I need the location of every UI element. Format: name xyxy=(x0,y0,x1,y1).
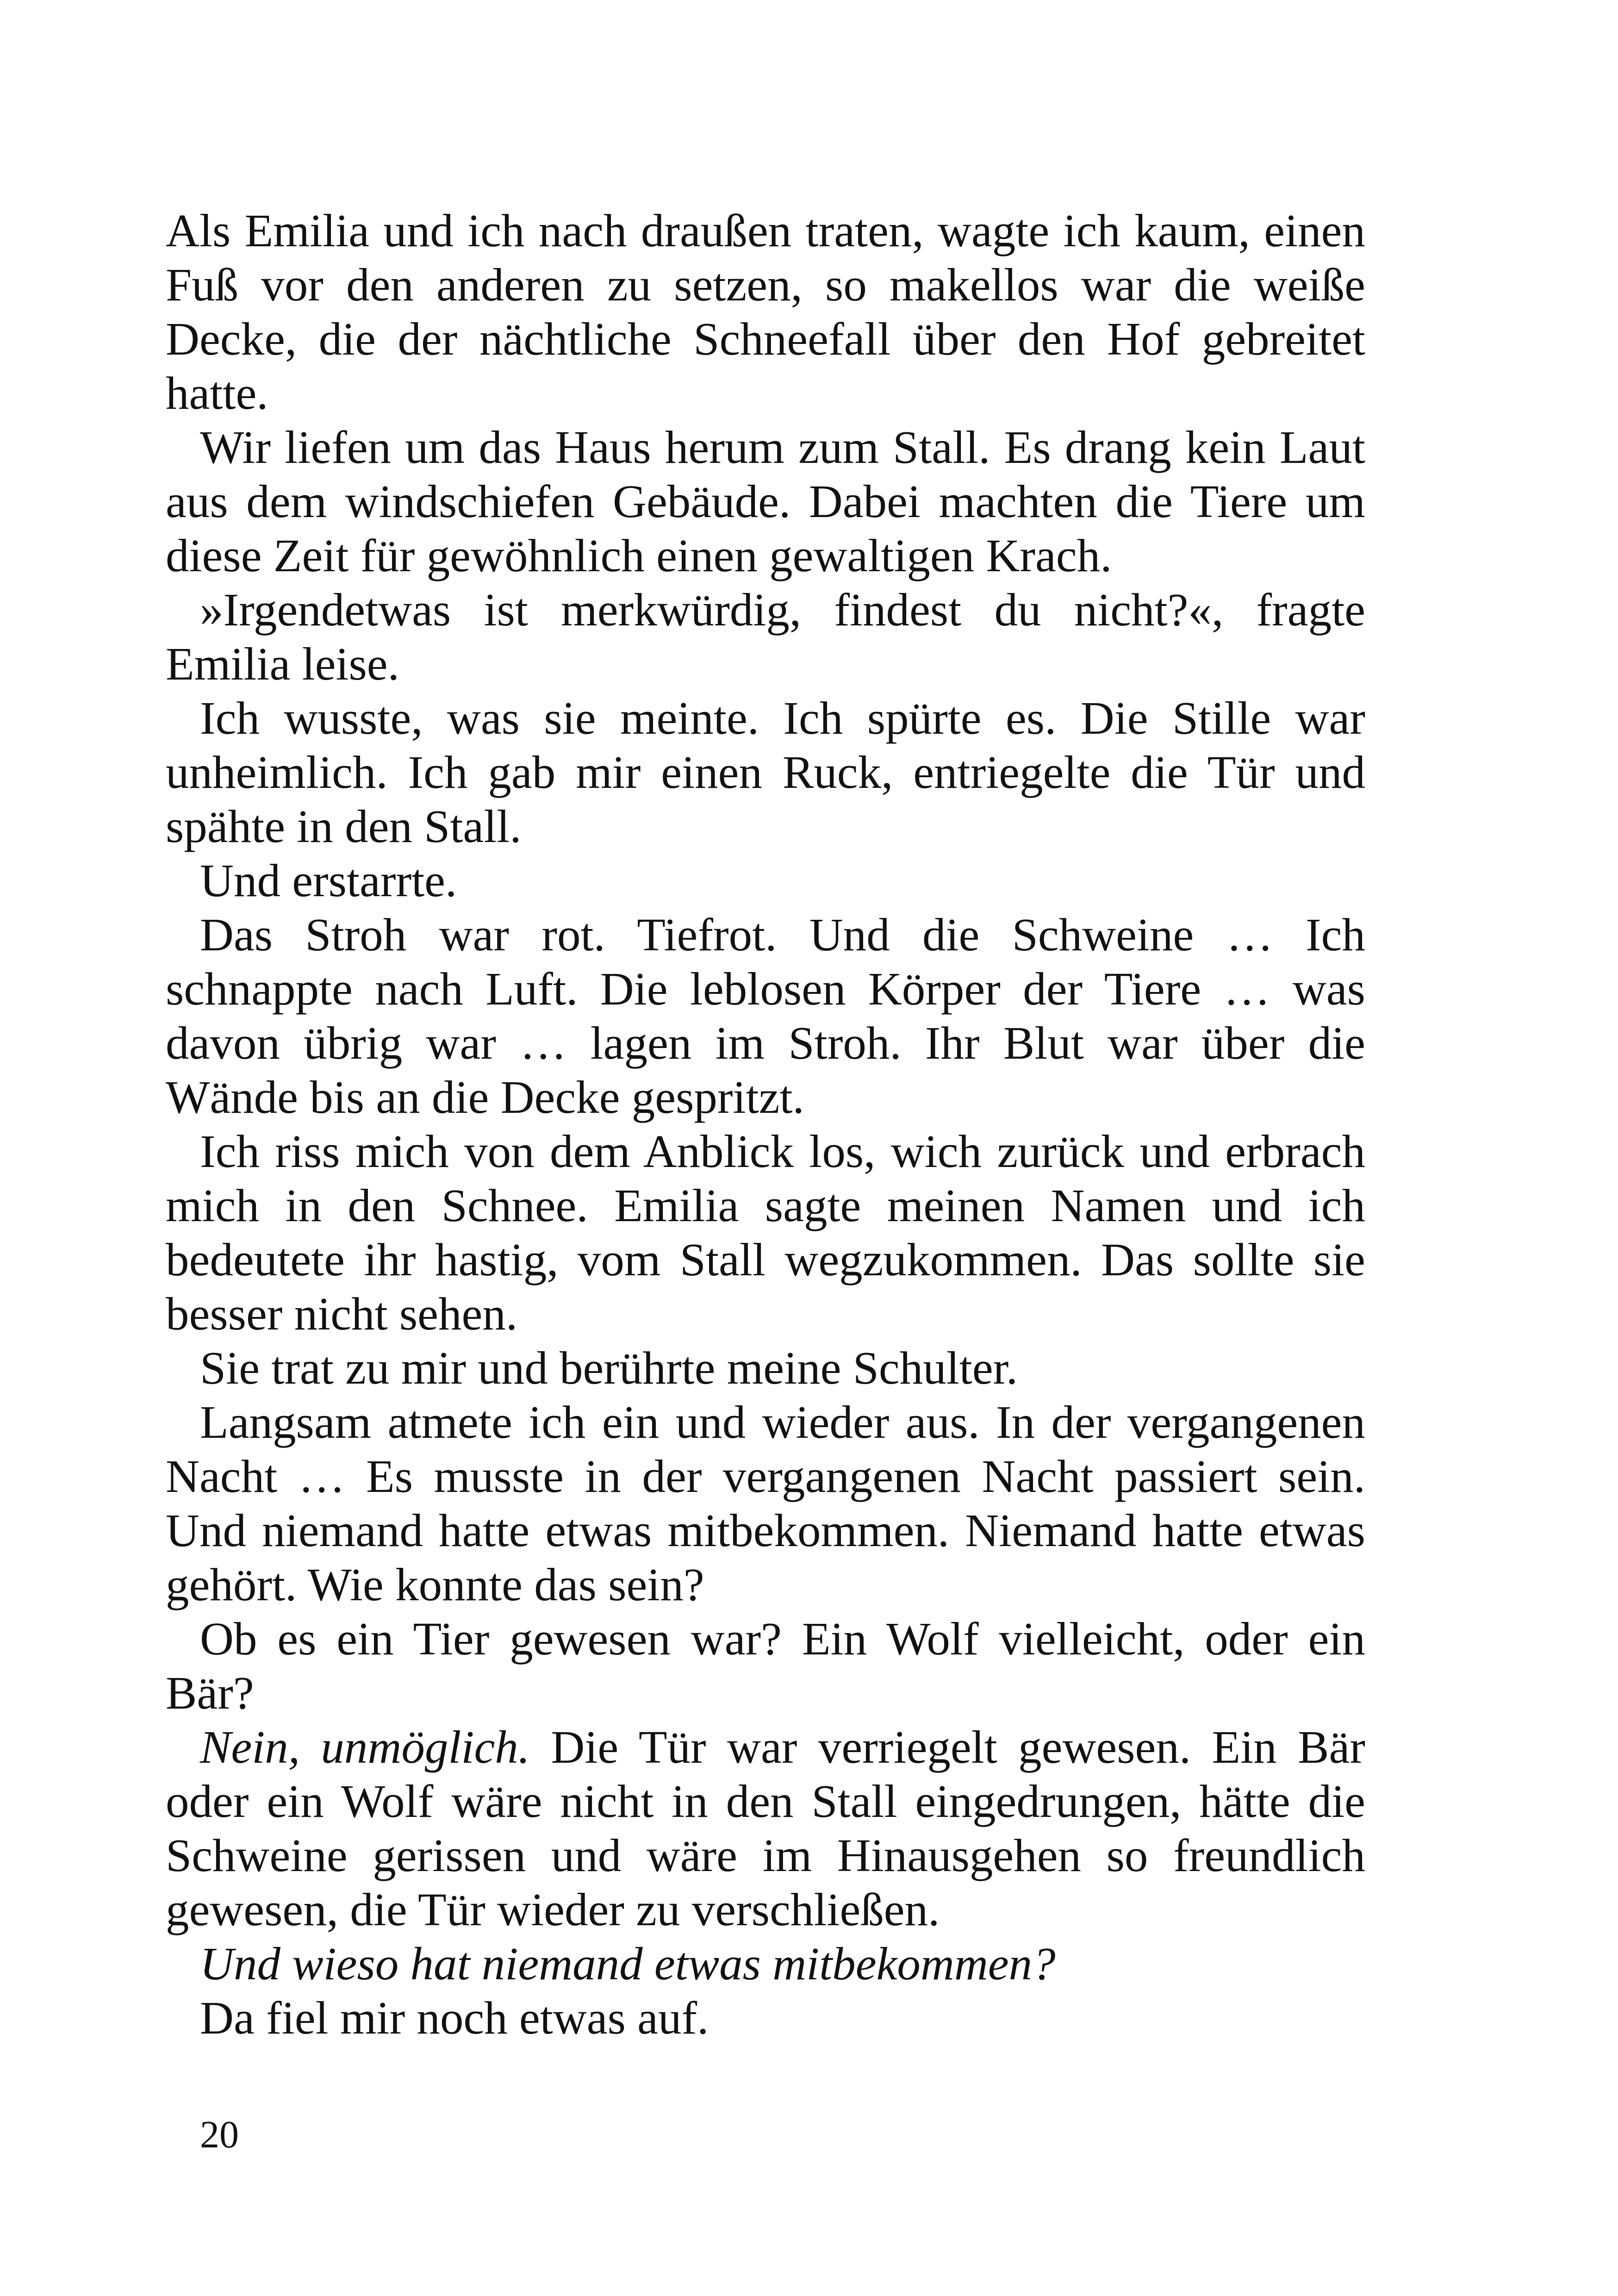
paragraph: Als Emilia und ich nach draußen traten, wagte ich kaum, einen Fuß vor den anderen zu setzen, so makellos war die weiße Decke, die der nächtliche Schneefall über den Hof gebreitet hatte. xyxy=(166,205,1365,419)
paragraph: Sie trat zu mir und berührte meine Schulter. xyxy=(200,1342,1018,1394)
paragraph: »Irgendetwas ist merkwürdig, findest du nicht?«, fragte Emilia leise. xyxy=(166,584,1365,690)
italic-text: Und wieso hat niemand etwas mitbekommen? xyxy=(200,1938,1056,1990)
paragraph: Ich wusste, was sie meinte. Ich spürte es. Die Stille war unheimlich. Ich gab mir einen Ruck, entriegelte die Tür und spähte in den Stall. xyxy=(166,692,1365,852)
page-number: 20 xyxy=(200,2113,239,2156)
italic-text: Nein, unmöglich. xyxy=(200,1721,530,1773)
paragraph-text: Die Tür war verriegelt gewesen. Ein Bär oder ein Wolf wäre nicht in den Stall eingedrungen, hätte die Schweine gerissen und wäre im Hinausgehen so freundlich gewesen, die Tür wieder zu verschließen. xyxy=(166,1721,1365,1935)
body-text xyxy=(166,204,1365,2045)
paragraph: Ob es ein Tier gewesen war? Ein Wolf vielleicht, oder ein Bär? xyxy=(166,1613,1365,1719)
paragraph: Ich riss mich von dem Anblick los, wich zurück und erbrach mich in den Schnee. Emilia sagte meinen Namen und ich bedeutete ihr hastig, vom Stall wegzukommen. Das sollte sie besser nicht sehen. xyxy=(166,1125,1365,1340)
paragraph xyxy=(166,1937,1365,1991)
paragraph: Langsam atmete ich ein und wieder aus. In der vergangenen Nacht … Es musste in der vergangenen Nacht passiert sein. Und niemand hatte etwas mitbekommen. Niemand hatte etwas gehört. Wie konnte das sein? xyxy=(166,1396,1365,1610)
paragraph: Und erstarrte. xyxy=(200,855,457,906)
paragraph: Das Stroh war rot. Tiefrot. Und die Schweine … Ich schnappte nach Luft. Die leblosen Körper der Tiere … was davon übrig war … lagen im Stroh. Ihr Blut war über die Wände bis an die Decke gespritzt. xyxy=(166,909,1365,1123)
paragraph: Da fiel mir noch etwas auf. xyxy=(200,1992,709,2044)
paragraph xyxy=(166,1720,1365,1937)
paragraph: Wir liefen um das Haus herum zum Stall. Es drang kein Laut aus dem windschiefen Gebäude. Dabei machten die Tiere um diese Zeit für gewöhnlich einen gewaltigen Krach. xyxy=(166,421,1365,581)
